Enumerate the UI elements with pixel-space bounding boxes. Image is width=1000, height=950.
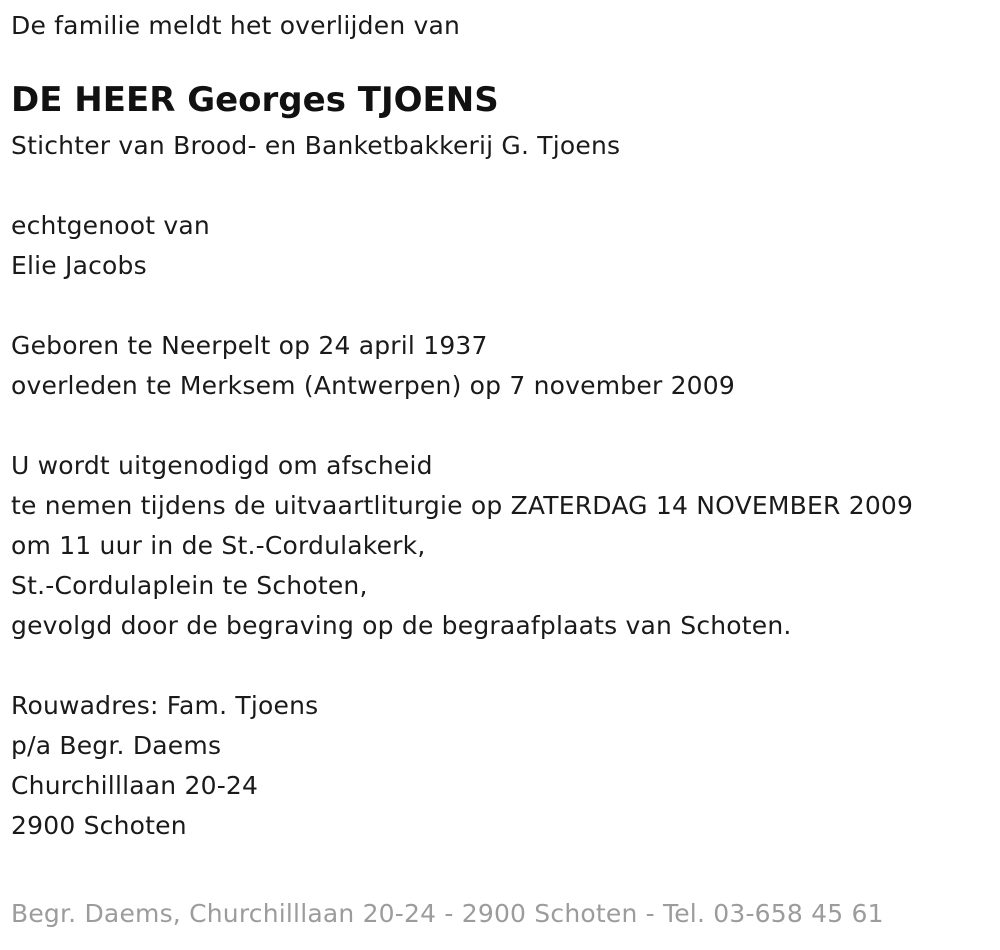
- death-text: overleden te Merksem (Antwerpen) op 7 november 2009: [11, 371, 735, 400]
- intro-text: De familie meldt het overlijden van: [11, 11, 461, 40]
- address-line: Churchilllaan 20-24: [11, 771, 259, 800]
- spacer: [11, 286, 991, 326]
- deceased-name: DE HEER Georges TJOENS: [11, 80, 499, 120]
- spouse-label: echtgenoot van: [11, 211, 210, 240]
- spouse-name: Elie Jacobs: [11, 251, 147, 280]
- spacer: [11, 406, 991, 446]
- ceremony-line: te nemen tijdens de uitvaartliturgie op ZATERDAG 14 NOVEMBER 2009: [11, 491, 914, 520]
- ceremony-line: om 11 uur in de St.-Cordulakerk,: [11, 531, 426, 560]
- address-line: 2900 Schoten: [11, 811, 187, 840]
- spacer: [11, 166, 991, 206]
- ceremony-line: St.-Cordulaplein te Schoten,: [11, 571, 368, 600]
- birth-text: Geboren te Neerpelt op 24 april 1937: [11, 331, 488, 360]
- obituary-notice: [11, 6, 991, 846]
- occupation-text: Stichter van Brood- en Banketbakkerij G. Tjoens: [11, 131, 621, 160]
- address-line: p/a Begr. Daems: [11, 731, 222, 760]
- funeral-home-footer: Begr. Daems, Churchilllaan 20-24 - 2900 Schoten - Tel. 03-658 45 61: [11, 899, 884, 928]
- spacer: [11, 646, 991, 686]
- address-line: Rouwadres: Fam. Tjoens: [11, 691, 319, 720]
- ceremony-line: U wordt uitgenodigd om afscheid: [11, 451, 433, 480]
- ceremony-line: gevolgd door de begraving op de begraafplaats van Schoten.: [11, 611, 792, 640]
